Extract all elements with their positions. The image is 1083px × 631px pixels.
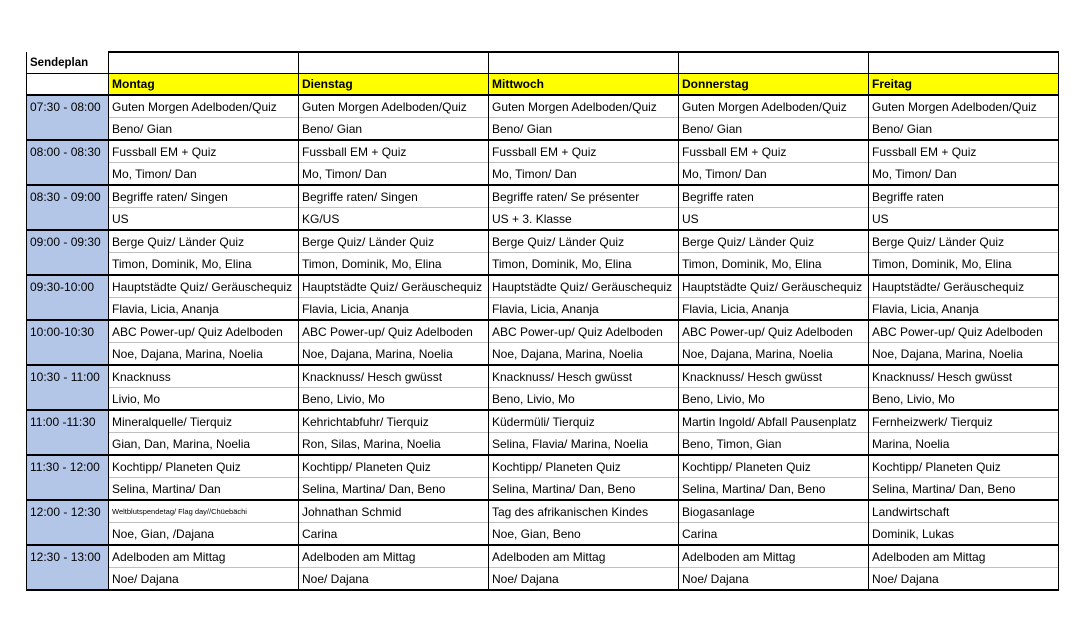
slot-row-show <box>27 275 1059 298</box>
show-hosts-thursday: Beno/ Gian <box>679 118 869 141</box>
show-title-monday: Mineralquelle/ Tierquiz <box>109 410 299 433</box>
time-slot-fill <box>27 343 109 366</box>
show-hosts-tuesday: Noe, Dajana, Marina, Noelia <box>299 343 489 366</box>
show-title-monday: Kochtipp/ Planeten Quiz <box>109 455 299 478</box>
show-hosts-tuesday: Flavia, Licia, Ananja <box>299 298 489 321</box>
show-title-wednesday: Hauptstädte Quiz/ Geräuschequiz <box>489 275 679 298</box>
show-hosts-thursday: US <box>679 208 869 231</box>
show-title-wednesday: Fussball EM + Quiz <box>489 140 679 163</box>
time-slot-fill <box>27 118 109 141</box>
show-hosts-monday: US <box>109 208 299 231</box>
time-slot-fill <box>27 523 109 546</box>
show-hosts-thursday: Mo, Timon/ Dan <box>679 163 869 186</box>
show-hosts-friday: Beno/ Gian <box>869 118 1059 141</box>
time-slot-fill <box>27 208 109 231</box>
show-title-friday: Fussball EM + Quiz <box>869 140 1059 163</box>
show-title-tuesday: Kehrichtabfuhr/ Tierquiz <box>299 410 489 433</box>
slot-row-hosts <box>27 433 1059 456</box>
show-hosts-friday: Noe/ Dajana <box>869 568 1059 591</box>
title-row <box>27 52 1059 74</box>
show-title-monday: Guten Morgen Adelboden/Quiz <box>109 95 299 118</box>
time-slot-label: 10:00-10:30 <box>27 320 109 343</box>
show-hosts-tuesday: Timon, Dominik, Mo, Elina <box>299 253 489 276</box>
show-hosts-thursday: Beno, Livio, Mo <box>679 388 869 411</box>
time-slot-fill <box>27 163 109 186</box>
empty-header-cell <box>109 52 299 74</box>
show-hosts-monday: Mo, Timon/ Dan <box>109 163 299 186</box>
show-hosts-wednesday: Noe/ Dajana <box>489 568 679 591</box>
show-title-friday: Hauptstädte/ Geräuschequiz <box>869 275 1059 298</box>
show-hosts-thursday: Carina <box>679 523 869 546</box>
slot-row-hosts <box>27 523 1059 546</box>
empty-header-cell <box>489 52 679 74</box>
show-title-tuesday: Fussball EM + Quiz <box>299 140 489 163</box>
show-title-friday: Knacknuss/ Hesch gwüsst <box>869 365 1059 388</box>
time-slot-label: 07:30 - 08:00 <box>27 95 109 118</box>
show-title-thursday: ABC Power-up/ Quiz Adelboden <box>679 320 869 343</box>
time-slot-label: 12:00 - 12:30 <box>27 500 109 523</box>
time-slot-fill <box>27 253 109 276</box>
show-hosts-thursday: Noe/ Dajana <box>679 568 869 591</box>
show-hosts-thursday: Flavia, Licia, Ananja <box>679 298 869 321</box>
show-title-friday: Adelboden am Mittag <box>869 545 1059 568</box>
show-title-tuesday: Guten Morgen Adelboden/Quiz <box>299 95 489 118</box>
slot-row-hosts <box>27 388 1059 411</box>
show-title-monday: Begriffe raten/ Singen <box>109 185 299 208</box>
show-title-monday: Knacknuss <box>109 365 299 388</box>
show-title-friday: Landwirtschaft <box>869 500 1059 523</box>
slot-row-show <box>27 140 1059 163</box>
show-title-friday: Kochtipp/ Planeten Quiz <box>869 455 1059 478</box>
show-hosts-friday: Noe, Dajana, Marina, Noelia <box>869 343 1059 366</box>
slot-row-show <box>27 320 1059 343</box>
show-hosts-tuesday: Ron, Silas, Marina, Noelia <box>299 433 489 456</box>
slot-row-show <box>27 185 1059 208</box>
time-slot-label: 09:00 - 09:30 <box>27 230 109 253</box>
day-header-thursday: Donnerstag <box>679 74 869 96</box>
time-slot-fill <box>27 388 109 411</box>
show-hosts-friday: Marina, Noelia <box>869 433 1059 456</box>
show-hosts-wednesday: Mo, Timon/ Dan <box>489 163 679 186</box>
time-slot-fill <box>27 568 109 591</box>
show-title-monday: Fussball EM + Quiz <box>109 140 299 163</box>
time-slot-fill <box>27 478 109 501</box>
show-hosts-tuesday: Noe/ Dajana <box>299 568 489 591</box>
show-title-monday: Adelboden am Mittag <box>109 545 299 568</box>
show-title-wednesday: Küdermüli/ Tierquiz <box>489 410 679 433</box>
show-title-thursday: Knacknuss/ Hesch gwüsst <box>679 365 869 388</box>
show-hosts-friday: Mo, Timon/ Dan <box>869 163 1059 186</box>
show-title-monday: Hauptstädte Quiz/ Geräuschequiz <box>109 275 299 298</box>
time-slot-label: 08:00 - 08:30 <box>27 140 109 163</box>
show-hosts-wednesday: Timon, Dominik, Mo, Elina <box>489 253 679 276</box>
show-title-tuesday: Begriffe raten/ Singen <box>299 185 489 208</box>
show-hosts-tuesday: Mo, Timon/ Dan <box>299 163 489 186</box>
show-hosts-friday: US <box>869 208 1059 231</box>
show-title-wednesday: Kochtipp/ Planeten Quiz <box>489 455 679 478</box>
slot-row-hosts <box>27 478 1059 501</box>
show-hosts-friday: Selina, Martina/ Dan, Beno <box>869 478 1059 501</box>
empty-header-cell <box>299 52 489 74</box>
show-hosts-tuesday: Carina <box>299 523 489 546</box>
show-title-thursday: Berge Quiz/ Länder Quiz <box>679 230 869 253</box>
slot-row-show <box>27 500 1059 523</box>
day-header-tuesday: Dienstag <box>299 74 489 96</box>
show-hosts-monday: Beno/ Gian <box>109 118 299 141</box>
show-hosts-wednesday: Selina, Flavia/ Marina, Noelia <box>489 433 679 456</box>
slot-row-hosts <box>27 163 1059 186</box>
show-title-tuesday: Knacknuss/ Hesch gwüsst <box>299 365 489 388</box>
time-slot-label: 11:00 -11:30 <box>27 410 109 433</box>
show-hosts-wednesday: Beno/ Gian <box>489 118 679 141</box>
show-title-thursday: Adelboden am Mittag <box>679 545 869 568</box>
show-title-friday: Begriffe raten <box>869 185 1059 208</box>
show-hosts-wednesday: Beno, Livio, Mo <box>489 388 679 411</box>
show-hosts-friday: Beno, Livio, Mo <box>869 388 1059 411</box>
show-title-thursday: Guten Morgen Adelboden/Quiz <box>679 95 869 118</box>
show-hosts-thursday: Selina, Martina/ Dan, Beno <box>679 478 869 501</box>
day-header-monday: Montag <box>109 74 299 96</box>
show-title-thursday: Kochtipp/ Planeten Quiz <box>679 455 869 478</box>
day-header-friday: Freitag <box>869 74 1059 96</box>
show-hosts-wednesday: Flavia, Licia, Ananja <box>489 298 679 321</box>
show-hosts-monday: Flavia, Licia, Ananja <box>109 298 299 321</box>
show-hosts-monday: Timon, Dominik, Mo, Elina <box>109 253 299 276</box>
slot-row-hosts <box>27 568 1059 591</box>
empty-header-cell <box>679 52 869 74</box>
show-title-tuesday: ABC Power-up/ Quiz Adelboden <box>299 320 489 343</box>
show-hosts-thursday: Timon, Dominik, Mo, Elina <box>679 253 869 276</box>
show-title-monday: Berge Quiz/ Länder Quiz <box>109 230 299 253</box>
show-title-monday: Weltblutspendetag/ Flag day//Chüebächi <box>109 500 299 523</box>
slot-row-hosts <box>27 253 1059 276</box>
show-title-monday: ABC Power-up/ Quiz Adelboden <box>109 320 299 343</box>
show-hosts-wednesday: Noe, Dajana, Marina, Noelia <box>489 343 679 366</box>
empty-header-cell <box>869 52 1059 74</box>
slot-row-hosts <box>27 298 1059 321</box>
show-title-wednesday: Begriffe raten/ Se présenter <box>489 185 679 208</box>
show-title-wednesday: Guten Morgen Adelboden/Quiz <box>489 95 679 118</box>
show-title-wednesday: Knacknuss/ Hesch gwüsst <box>489 365 679 388</box>
slot-row-hosts <box>27 208 1059 231</box>
show-title-tuesday: Kochtipp/ Planeten Quiz <box>299 455 489 478</box>
slot-row-show <box>27 410 1059 433</box>
show-hosts-tuesday: KG/US <box>299 208 489 231</box>
show-hosts-thursday: Noe, Dajana, Marina, Noelia <box>679 343 869 366</box>
show-hosts-monday: Livio, Mo <box>109 388 299 411</box>
show-title-wednesday: ABC Power-up/ Quiz Adelboden <box>489 320 679 343</box>
show-hosts-wednesday: Selina, Martina/ Dan, Beno <box>489 478 679 501</box>
show-hosts-friday: Flavia, Licia, Ananja <box>869 298 1059 321</box>
time-slot-label: 09:30-10:00 <box>27 275 109 298</box>
time-slot-label: 11:30 - 12:00 <box>27 455 109 478</box>
show-title-friday: Guten Morgen Adelboden/Quiz <box>869 95 1059 118</box>
show-title-thursday: Biogasanlage <box>679 500 869 523</box>
show-title-friday: ABC Power-up/ Quiz Adelboden <box>869 320 1059 343</box>
show-title-thursday: Martin Ingold/ Abfall Pausenplatz <box>679 410 869 433</box>
day-header-wednesday: Mittwoch <box>489 74 679 96</box>
time-slot-label: 10:30 - 11:00 <box>27 365 109 388</box>
slot-row-hosts <box>27 343 1059 366</box>
show-hosts-tuesday: Beno/ Gian <box>299 118 489 141</box>
time-slot-label: 12:30 - 13:00 <box>27 545 109 568</box>
show-hosts-thursday: Beno, Timon, Gian <box>679 433 869 456</box>
slot-row-show <box>27 365 1059 388</box>
slot-row-hosts <box>27 118 1059 141</box>
show-hosts-monday: Gian, Dan, Marina, Noelia <box>109 433 299 456</box>
show-title-friday: Fernheizwerk/ Tierquiz <box>869 410 1059 433</box>
time-slot-fill <box>27 298 109 321</box>
show-title-tuesday: Adelboden am Mittag <box>299 545 489 568</box>
show-hosts-monday: Noe, Dajana, Marina, Noelia <box>109 343 299 366</box>
show-title-tuesday: Berge Quiz/ Länder Quiz <box>299 230 489 253</box>
show-title-wednesday: Tag des afrikanischen Kindes <box>489 500 679 523</box>
schedule-table <box>26 51 1059 591</box>
day-header-row <box>27 74 1059 96</box>
show-hosts-monday: Noe, Gian, /Dajana <box>109 523 299 546</box>
slot-row-show <box>27 545 1059 568</box>
show-title-friday: Berge Quiz/ Länder Quiz <box>869 230 1059 253</box>
slot-row-show <box>27 95 1059 118</box>
show-title-thursday: Hauptstädte Quiz/ Geräuschequiz <box>679 275 869 298</box>
show-title-thursday: Begriffe raten <box>679 185 869 208</box>
schedule-title: Sendeplan <box>27 52 109 74</box>
show-hosts-wednesday: Noe, Gian, Beno <box>489 523 679 546</box>
show-hosts-friday: Dominik, Lukas <box>869 523 1059 546</box>
show-title-wednesday: Adelboden am Mittag <box>489 545 679 568</box>
show-hosts-friday: Timon, Dominik, Mo, Elina <box>869 253 1059 276</box>
time-slot-fill <box>27 433 109 456</box>
show-title-thursday: Fussball EM + Quiz <box>679 140 869 163</box>
show-hosts-wednesday: US + 3. Klasse <box>489 208 679 231</box>
time-slot-label: 08:30 - 09:00 <box>27 185 109 208</box>
corner-cell <box>27 74 109 96</box>
slot-row-show <box>27 230 1059 253</box>
show-hosts-monday: Noe/ Dajana <box>109 568 299 591</box>
show-title-wednesday: Berge Quiz/ Länder Quiz <box>489 230 679 253</box>
show-title-tuesday: Johnathan Schmid <box>299 500 489 523</box>
show-hosts-tuesday: Selina, Martina/ Dan, Beno <box>299 478 489 501</box>
slot-row-show <box>27 455 1059 478</box>
show-hosts-monday: Selina, Martina/ Dan <box>109 478 299 501</box>
show-title-tuesday: Hauptstädte Quiz/ Geräuschequiz <box>299 275 489 298</box>
show-hosts-tuesday: Beno, Livio, Mo <box>299 388 489 411</box>
